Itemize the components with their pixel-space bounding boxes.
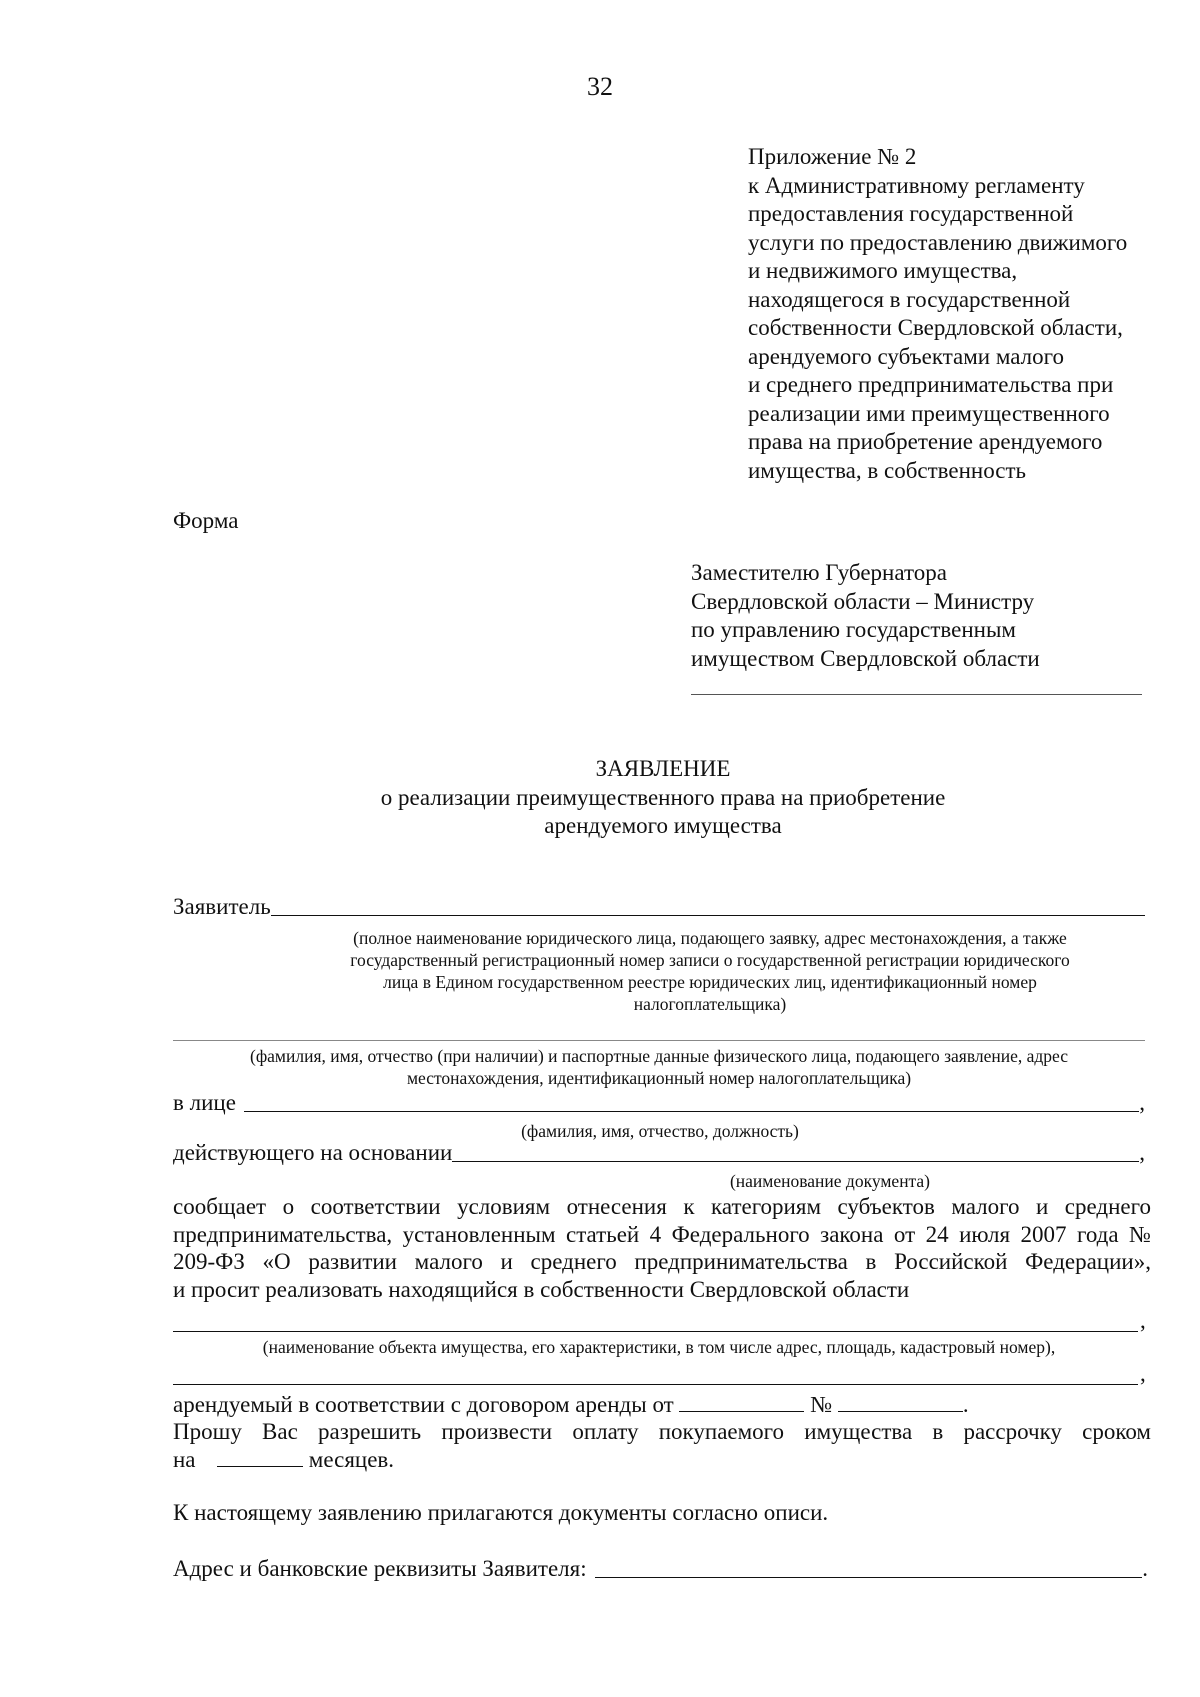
appendix-block	[748, 143, 1168, 485]
body-paragraph	[173, 1193, 1151, 1303]
appendix-line: собственности Свердловской области,	[748, 315, 1123, 340]
attachments-text: К настоящему заявлению прилагаются документы согласно описи.	[173, 1500, 829, 1525]
applicant-field[interactable]	[271, 915, 1145, 916]
bank-details-row	[173, 1556, 1148, 1582]
representative-hint-text: (фамилия, имя, отчество, должность)	[521, 1121, 799, 1141]
appendix-line: права на приобретение арендуемого	[748, 429, 1103, 454]
applicant-individual-hint	[173, 1045, 1145, 1089]
form-label: Форма	[173, 508, 239, 533]
representative-comma: ,	[1139, 1090, 1145, 1115]
body-line: 209-ФЗ «О развитии малого и среднего предпринимательства в Российской Федерации»,	[173, 1249, 1151, 1274]
appendix-line: к Административному регламенту	[748, 172, 1085, 198]
basis-comma: ,	[1139, 1140, 1145, 1165]
appendix-line: имущества, в собственность	[748, 457, 1027, 483]
applicant-hint-line: лица в Едином государственном реестре юридических лиц, идентификационный номер	[383, 972, 1037, 992]
addressee-line: имуществом Свердловской области	[691, 645, 1040, 671]
addressee-line: Свердловской области – Министру	[691, 588, 1035, 614]
addressee-line: Заместителю Губернатора	[691, 560, 947, 585]
lease-number-field[interactable]	[838, 1391, 963, 1412]
basis-hint-text: (наименование документа)	[729, 1171, 931, 1191]
appendix-line: услуги по предоставлению движимого	[748, 229, 1128, 255]
installment-paragraph	[173, 1418, 1151, 1473]
appendix-line: реализации ими преимущественного	[748, 400, 1110, 426]
representative-label: в лице	[173, 1090, 236, 1115]
addressee-block	[691, 559, 1151, 673]
basis-row	[173, 1140, 1145, 1166]
basis-label: действующего на основании	[173, 1140, 453, 1165]
bank-details-field[interactable]	[595, 1577, 1143, 1578]
appendix-line: арендуемого субъектами малого	[748, 343, 1065, 369]
lease-number-sign: №	[810, 1392, 833, 1417]
bank-details-end: .	[1142, 1556, 1148, 1581]
representative-row	[173, 1090, 1145, 1116]
title-line-1: о реализации преимущественного права на приобретение	[380, 784, 946, 810]
applicant-hint-line: налогоплательщика)	[633, 994, 787, 1014]
installment-prefix: на	[173, 1446, 196, 1472]
basis-hint	[660, 1170, 1000, 1192]
title-line-2: арендуемого имущества	[544, 813, 782, 838]
body-line: сообщает о соответствии условиям отнесения к категориям субъектов малого и среднего	[173, 1194, 1151, 1219]
object-comma-2: ,	[1140, 1361, 1146, 1386]
appendix-line: находящегося в государственной	[748, 286, 1071, 312]
applicant-hint-line: (полное наименование юридического лица, подающего заявку, адрес местонахождения, а также	[353, 928, 1067, 948]
document-title	[0, 755, 1200, 841]
individual-hint-line: местонахождения, идентификационный номер налогоплательщика)	[406, 1068, 912, 1088]
installment-line-1: Прошу Вас разрешить произвести оплату покупаемого имущества в рассрочку сроком	[173, 1419, 1151, 1444]
body-line: предпринимательства, установленным статьей 4 Федерального закона от 24 июля 2007 года №	[173, 1221, 1151, 1247]
installment-line-2	[173, 1446, 1151, 1474]
applicant-row	[173, 894, 1145, 920]
object-hint-text: (наименование объекта имущества, его характеристики, в том числе адрес, площадь, кадастровый номер),	[262, 1337, 1056, 1357]
appendix-line: и среднего предпринимательства при	[748, 372, 1114, 397]
page-number: 32	[587, 72, 613, 101]
title-main: ЗАЯВЛЕНИЕ	[595, 756, 731, 781]
addressee-blank-line[interactable]	[691, 694, 1142, 695]
installment-months-field[interactable]	[217, 1446, 303, 1467]
lease-date-field[interactable]	[679, 1391, 804, 1412]
appendix-line: Приложение № 2	[748, 144, 917, 169]
body-line: и просит реализовать находящийся в собственности Свердловской области	[173, 1276, 910, 1302]
appendix-line: и недвижимого имущества,	[748, 258, 1018, 283]
representative-field[interactable]	[244, 1111, 1139, 1112]
lease-end: .	[962, 1392, 969, 1417]
bank-details-label: Адрес и банковские реквизиты Заявителя:	[173, 1556, 587, 1581]
object-hint	[173, 1336, 1145, 1358]
basis-field[interactable]	[452, 1161, 1139, 1162]
applicant-hint-line: государственный регистрационный номер записи о государственной регистрации юридического	[350, 950, 1070, 970]
installment-suffix: месяцев.	[308, 1446, 395, 1472]
object-field[interactable]	[173, 1331, 1138, 1332]
applicant-label: Заявитель	[173, 894, 271, 919]
individual-hint-line: (фамилия, имя, отчество (при наличии) и паспортные данные физического лица, подающего заявление, адрес	[250, 1046, 1068, 1066]
lease-row	[173, 1391, 969, 1418]
applicant-hint	[275, 927, 1145, 1015]
object-comma: ,	[1140, 1308, 1146, 1333]
lease-prefix: арендуемый в соответствии с договором аренды от	[173, 1392, 674, 1417]
appendix-line: предоставления государственной	[748, 201, 1074, 226]
object-field-2[interactable]	[173, 1384, 1138, 1385]
representative-hint	[420, 1120, 900, 1142]
applicant-individual-field[interactable]	[173, 1040, 1145, 1041]
addressee-line: по управлению государственным	[691, 617, 1016, 642]
